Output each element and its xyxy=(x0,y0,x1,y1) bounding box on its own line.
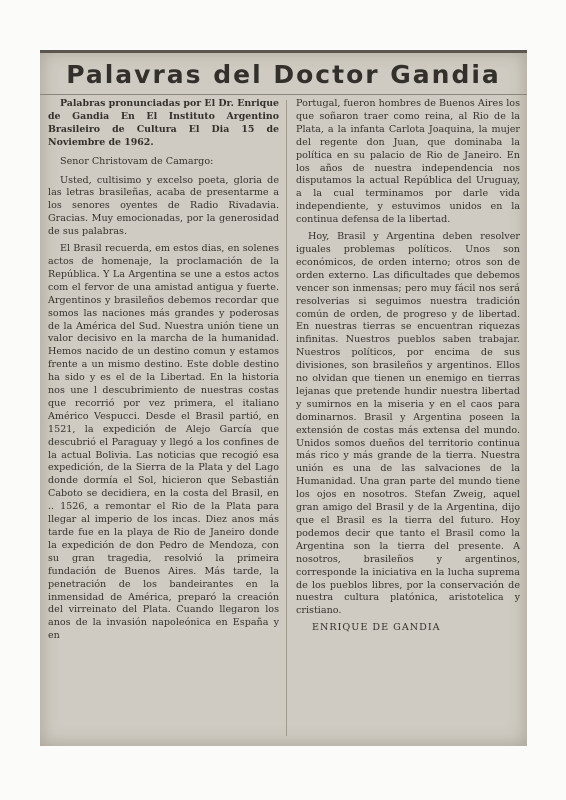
column-divider xyxy=(286,100,287,736)
top-rule xyxy=(40,50,527,53)
body-paragraph: Usted, cultisimo y excelso poeta, gloria de las letras brasileñas, acaba de presentarme a los senores oyentes de Radio Rivadavia. Gracias. Muy emocionadas, por la generosidad de sus palabras. xyxy=(48,174,279,238)
salutation: Senor Christovam de Camargo: xyxy=(60,155,214,167)
signature: ENRIQUE DE GANDIA xyxy=(312,622,441,634)
body-paragraph: El Brasil recuerda, em estos dias, en solenes actos de homenaje, la proclamación de la República. Y La Argentina se une a estos actos com el fervor de una amistad antigua y fuerte. Argentinos y brasileños debemos recordar que somos las naciones más grandes y poderosas de la América del Sud. Nuestra unión tiene un valor decisivo en la marcha de la humanidad. Hemos nacido de un destino comun y estamos frente a un mismo destino. Este doble destino ha sido y es el de la Libertad. En la historia nos une l descubrimiento de nuestras costas que recorrió por vez primera, el italiano Américo Vespucci. Desde el Brasil partió, en 1521, la expedición de Alejo García que descubrió el Paraguay y llegó a los confines de la actual Bolivia. Las noticias que recogió esa expedición, de la Sierra de la Plata y del Lago donde dormía el Sol, hicieron que Sebastián Caboto se decidiera, en la costa del Brasil, en .. 1526, a remontar el Rio de la Plata para llegar al imperio de los incas. Diez anos más tarde fue en la playa de Rio de Janeiro donde la expedición de don Pedro de Mendoza, con su gran tragedia, resolvió la primeira fundación de Buenos Aires. Más tarde, la penetración de los bandeirantes en la inmensidad de América, preparó la creación del virreinato del Plata. Cuando llegaron los anos de la invasión napoleónica en España y en xyxy=(48,243,279,642)
body-paragraph: Hoy, Brasil y Argentina deben resolver iguales problemas políticos. Unos son económicos, de orden interno; otros son de orden externo. Las dificultades que debemos vencer son inmensas; pero muy fácil nos será resolverias si seguimos nuestra tradición común de orden, de progreso y de libertad. En nuestras tierras se encuentran riquezas infinitas. Nuestros pueblos saben trabajar. Nuestros políticos, por encima de sus divisiones, son brasileños y argentinos. Ellos no olvidan que tienen un enemigo en tierras lejanas que pretende hundir nuestra libertad y sumirnos en la miseria y en el caos para dominarnos. Brasil y Argentina poseen la extensión de costas más extensa del mundo. Unidos somos dueños del territorio continua más rico y más grande de la tierra. Nuestra unión es una de las salvaciones de la Humanidad. Una gran parte del mundo tiene los ojos en nosotros. Stefan Zweig, aquel gran amigo del Brasil y de la Argentina, dijo que el Brasil es la tierra del futuro. Hoy podemos decir que tanto el Brasil como la Argentina son la tierra del presente. A nosotros, brasileños y argentinos, corresponde la iniciativa en la lucha suprema de los pueblos libres, por la conservación de nuestra cultura platónica, aristotelica y cristiano. xyxy=(296,231,520,617)
title-rule xyxy=(40,94,527,95)
article-title: Palavras del Doctor Gandia xyxy=(66,60,501,89)
newspaper-clipping xyxy=(40,50,527,746)
column-right xyxy=(296,98,520,639)
lead-paragraph: Palabras pronunciadas por El Dr. Enrique de Gandia En El Instituto Argentino Brasileiro de Cultura El Dia 15 de Noviembre de 1962. xyxy=(48,98,279,148)
body-paragraph: Portugal, fueron hombres de Buenos Aires los que soñaron traer como reina, al Rio de la Plata, a la infanta Carlota Joaquina, la mujer del regente don Juan, que dominaba la política en su palacio de Rio de Janeiro. En los años de nuestra independencia nos disputamos la actual República del Uruguay, a la cual terminamos por darle vida independiente, y estuvimos unidos en la continua defensa de la libertad. xyxy=(296,98,520,226)
column-left xyxy=(48,98,279,647)
